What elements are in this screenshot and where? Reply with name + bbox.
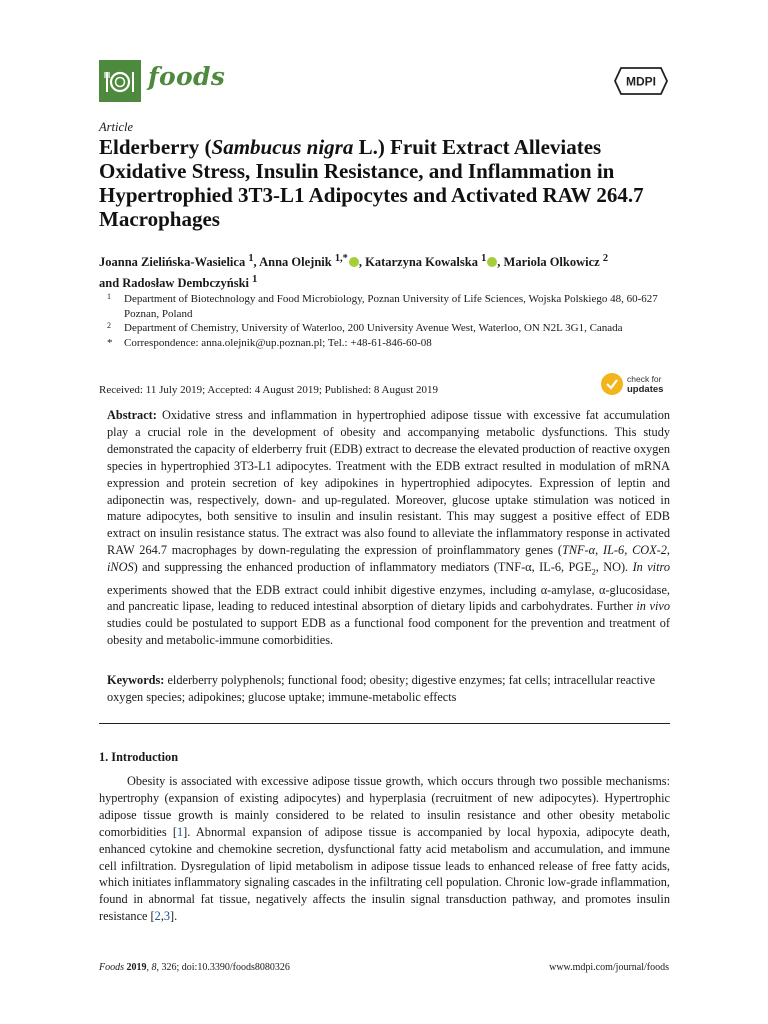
citation-link[interactable]: 1 xyxy=(177,824,184,839)
author: Katarzyna Kowalska xyxy=(365,255,478,270)
affiliation: 2 Department of Chemistry, University of Waterloo, 200 University Avenue West, Waterloo, ON N2L 3G1, Canada xyxy=(107,321,623,334)
author-list: Joanna Zielińska-Wasielica $^1$, Anna Olejnik $^{1,*}$ , Katarzyna Kowalska $^1$ , Mariola Olkowicz $^2$ and Radosław Dembczyński $^1$ xyxy=(99,253,609,291)
author: Joanna Zielińska-Wasielica xyxy=(99,255,246,270)
mdpi-logo-icon xyxy=(613,66,669,100)
author: Anna Olejnik xyxy=(259,255,332,270)
keywords: Keywords: elderberry polyphenols; functional food; obesity; digestive enzymes; fat cells; intracellular reactive oxygen species; adipokines; glucose uptake; immune-metabolic effects xyxy=(107,673,656,704)
check-for-updates-button[interactable]: check for updates xyxy=(601,372,671,400)
journal-url-link[interactable]: www.mdpi.com/journal/foods xyxy=(549,962,669,973)
orcid-icon[interactable] xyxy=(487,257,497,267)
foods-logo-icon xyxy=(99,60,141,102)
citation-link[interactable]: 2 xyxy=(154,909,161,924)
publication-dates: Received: 11 July 2019; Accepted: 4 August 2019; Published: 8 August 2019 xyxy=(99,384,439,396)
journal-header xyxy=(99,60,669,102)
affiliations xyxy=(99,292,659,350)
citation-link[interactable]: 3 xyxy=(163,909,171,924)
orcid-icon[interactable] xyxy=(349,257,359,267)
divider xyxy=(99,723,670,724)
footer-citation: Foods 2019, 8, 326; doi:10.3390/foods8080326 xyxy=(99,962,290,973)
article-type: Article xyxy=(99,120,134,134)
affiliation: 1 Department of Biotechnology and Food Microbiology, Poznan University of Life Sciences, Wojska Polskiego 48, 60-627 Poznan, Poland xyxy=(107,292,658,320)
correspondence: * Correspondence: anna.olejnik@up.poznan.pl; Tel.: +48-61-846-60-08 xyxy=(107,336,432,349)
check-updates-icon xyxy=(601,373,623,395)
author: Radosław Dembczyński xyxy=(122,276,250,291)
author: Mariola Olkowicz xyxy=(503,255,600,270)
article-title: Elderberry (Sambucus nigra L.) Fruit Extract Alleviates Oxidative Stress, Insulin Resistance, and Inflammation in Hypertrophied 3T3-L1 Adipocytes and Activated RAW 264.7 Macrophages xyxy=(99,135,644,231)
publisher-name: MDPI xyxy=(626,74,656,89)
introduction-paragraph: Obesity is associated with excessive adipose tissue growth, which occurs through two possible mechanisms: hypertrophy (expansion of existing adipocytes) and hyperplasia (recruitment of new adipocytes). Hypertrophic adipose tissue growth is mainly considered to be related to insulin resistance and other obesity metabolic comorbidities [1]. Abnormal expansion of adipose tissue is accompanied by local hypoxia, adipocyte death, enhanced cytokine and chemokine secretion, dysfunctional fatty acid metabolism and accumulation, and immune cell infiltration. Dysregulation of lipid metabolism in adipose tissue leads to enhanced release of free fatty acids, which initiates inflammatory signaling cascades in the infiltrating cell population. Chronic low-grade inflammation, found in abnormal fat tissue, negatively affects the insulin signal transduction pathway, and promotes insulin resistance [2,3]. xyxy=(99,774,670,924)
journal-name: foods xyxy=(148,62,226,91)
abstract: Abstract: Oxidative stress and inflammation in hypertrophied adipose tissue with excessive fat accumulation play a crucial role in the development of obesity and accompanying metabolic dysfunctions. This study demonstrated the capacity of elderberry fruit (EDB) extract to decrease the elevated production of reactive oxygen species in hypertrophied 3T3-L1 adipocytes. Treatment with the EDB extract resulted in modulation of mRNA expression and protein secretion of key adipokines in hypertrophied adipocytes. Expression of leptin and adiponectin was, respectively, down- and up-regulated. Moreover, glucose uptake stimulation was noticed in mature adipocytes, both sensitive to insulin and insulin resistant. This may suggest a positive effect of EDB extract on insulin resistance status. The extract was also found to alleviate the inflammatory response in activated RAW 264.7 macrophages by down-regulating the expression of proinflammatory genes (TNF-α, IL-6, COX-2, iNOS) and suppressing the enhanced production of inflammatory mediators (TNF-α, IL-6, $PGE_2$, NO). In vitro experiments showed that the EDB extract could inhibit digestive enzymes, including α-amylase, α-glucosidase, and pancreatic lipase, leading to reduced intestinal absorption of dietary lipids and carbohydrates. Further in vivo studies could be postulated to support EDB as a functional food component for the prevention and treatment of obesity and metabolic-immune comorbidities. xyxy=(107,408,671,648)
section-heading: 1. Introduction xyxy=(99,750,179,764)
